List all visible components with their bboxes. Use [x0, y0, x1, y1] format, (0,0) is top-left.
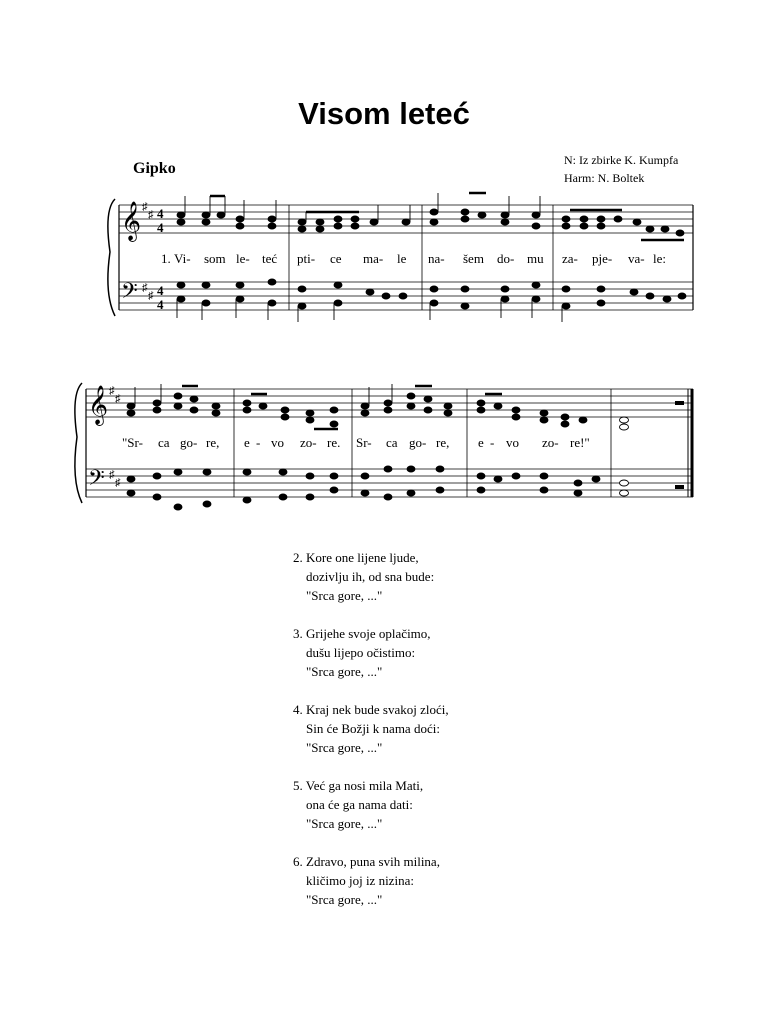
lyric-syllable: teć	[262, 251, 278, 266]
lyric-syllable: -	[256, 435, 261, 450]
verse-line: Već ga nosi mila Mati,	[305, 778, 424, 793]
verse-4	[293, 700, 449, 757]
lyric-syllable: e	[478, 435, 484, 450]
lyric-syllable: za-	[562, 251, 578, 266]
credit-melody: N: Iz zbirke K. Kumpfa	[564, 153, 679, 167]
lyrics-line-1	[174, 251, 666, 266]
lyric-syllable: -	[490, 435, 495, 450]
lyric-syllable: na-	[428, 251, 445, 266]
sharp-icon: ♯	[148, 209, 154, 221]
verse-line: "Srca gore, ..."	[306, 816, 383, 831]
lyric-syllable: e	[244, 435, 250, 450]
verse-line: "Srca gore, ..."	[306, 740, 383, 755]
verse-3	[293, 624, 449, 681]
verse-number: 2.	[293, 550, 303, 565]
verse-line: Zdravo, puna svih milina,	[306, 854, 440, 869]
lyric-syllable: mu	[527, 251, 544, 266]
lyric-syllable: "Sr-	[122, 435, 143, 450]
lyric-syllable: ca	[386, 435, 398, 450]
lyric-syllable: vo	[506, 435, 519, 450]
sharp-icon: ♯	[109, 385, 115, 397]
svg-text:4: 4	[157, 220, 164, 235]
bass-clef-icon: 𝄢	[88, 466, 105, 496]
lyric-syllable: go-	[409, 435, 427, 450]
verse-line: Kraj nek bude svakoj zloći,	[306, 702, 449, 717]
verse-number: 4.	[293, 702, 303, 717]
verse-line: kličimo joj iz nizina:	[306, 873, 414, 888]
sharp-icon: ♯	[115, 477, 121, 489]
verse-line: "Srca gore, ..."	[306, 588, 383, 603]
lyric-syllable: som	[204, 251, 226, 266]
lyric-syllable: re,	[436, 435, 450, 450]
sharp-icon: ♯	[109, 469, 115, 481]
lyric-syllable: le:	[653, 251, 666, 266]
sharp-icon: ♯	[115, 393, 121, 405]
brace	[108, 199, 115, 316]
lyrics-line-2	[122, 435, 590, 450]
lyric-syllable: šem	[463, 251, 484, 266]
verse-line: Sin će Božji k nama doći:	[306, 721, 440, 736]
lyric-syllable: le	[397, 251, 407, 266]
verse-line: "Srca gore, ..."	[306, 664, 383, 679]
lyric-syllable: re!"	[570, 435, 590, 450]
verse-number: 3.	[293, 626, 303, 641]
treble-clef-icon: 𝄞	[121, 201, 142, 241]
lyric-syllable: go-	[180, 435, 198, 450]
notes-bass-2	[127, 466, 684, 510]
svg-text:4: 4	[157, 297, 164, 312]
lyric-syllable: ca	[158, 435, 170, 450]
treble-clef-icon: 𝄞	[88, 385, 109, 425]
verse-5	[293, 776, 449, 833]
lyric-syllable: ce	[330, 251, 342, 266]
tempo-marking: Gipko	[133, 160, 176, 177]
lyric-syllable: ma-	[363, 251, 384, 266]
lyric-syllable: zo-	[300, 435, 317, 450]
svg-text:4: 4	[157, 283, 164, 298]
verse-line: Grijehe svoje oplačimo,	[306, 626, 431, 641]
credit-harmony: Harm: N. Boltek	[564, 171, 645, 185]
sharp-icon: ♯	[142, 201, 148, 213]
verse-number: 5.	[293, 778, 303, 793]
sharp-icon: ♯	[148, 290, 154, 302]
verse-6	[293, 852, 449, 909]
brace	[75, 383, 82, 503]
song-title: Visom leteć	[298, 96, 470, 131]
notes-bass-1	[177, 279, 686, 322]
lyric-syllable: Sr-	[356, 435, 372, 450]
verse-number: 6.	[293, 854, 303, 869]
lyric-syllable: Vi-	[174, 251, 191, 266]
verse-line: dušu lijepo očistimo:	[306, 645, 416, 660]
sharp-icon: ♯	[142, 282, 148, 294]
lyric-syllable: pje-	[592, 251, 613, 266]
verse-line: Kore one lijene ljude,	[306, 550, 419, 565]
verse-number: 1.	[161, 251, 171, 266]
lyric-syllable: va-	[628, 251, 645, 266]
verse-line: ona će ga nama dati:	[306, 797, 413, 812]
lyric-syllable: vo	[271, 435, 284, 450]
lyric-syllable: le-	[236, 251, 250, 266]
notes-treble-2	[127, 384, 684, 430]
svg-text:4: 4	[157, 206, 164, 221]
lyric-syllable: re,	[206, 435, 220, 450]
additional-verses	[293, 548, 449, 928]
verse-line: "Srca gore, ..."	[306, 892, 383, 907]
verse-line: dozivlju ih, od sna bude:	[306, 569, 435, 584]
lyric-syllable: do-	[497, 251, 515, 266]
lyric-syllable: zo-	[542, 435, 559, 450]
verse-2	[293, 548, 449, 605]
lyric-syllable: pti-	[297, 251, 316, 266]
lyric-syllable: re.	[327, 435, 341, 450]
bass-clef-icon: 𝄢	[121, 279, 138, 309]
